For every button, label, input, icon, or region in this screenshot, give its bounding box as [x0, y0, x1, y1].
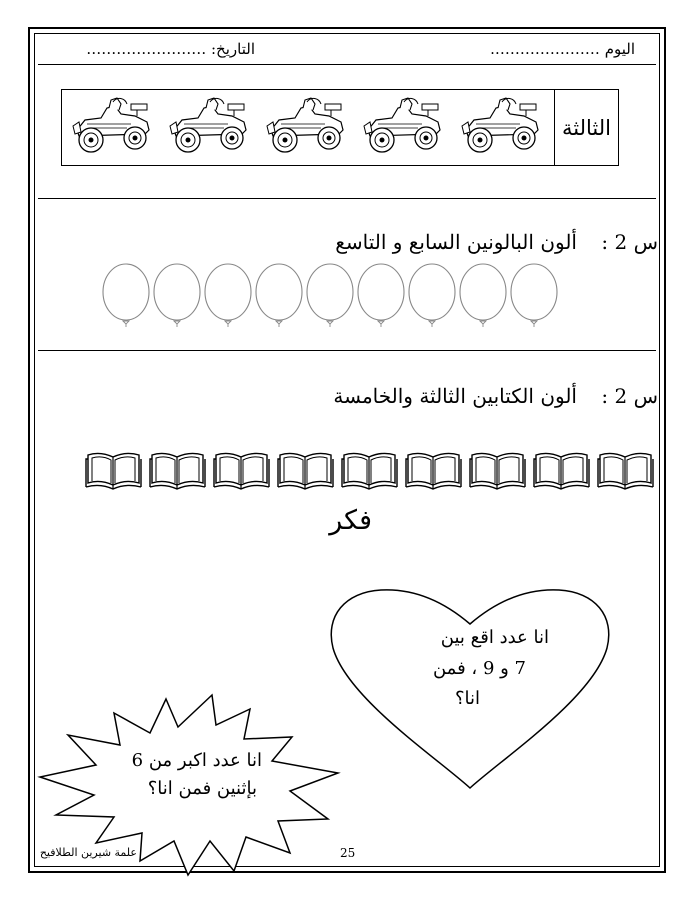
teacher-name: علمة شيرين الطلافيح: [39, 846, 137, 859]
balloon-icon[interactable]: [408, 264, 456, 330]
book-icon[interactable]: [213, 449, 270, 489]
section-divider-2: [38, 350, 656, 351]
balloon-icon[interactable]: [102, 264, 150, 330]
heart-riddle-line3: انا؟: [454, 688, 480, 709]
book-icon[interactable]: [533, 449, 590, 489]
section-divider-1: [38, 198, 656, 199]
balloon-icon[interactable]: [204, 264, 252, 330]
book-icon[interactable]: [405, 449, 462, 489]
balloon-icon[interactable]: [357, 264, 405, 330]
balloon-question-text: ألون البالونين السابع و التاسع: [335, 230, 577, 254]
day-field: اليوم ………………….: [490, 40, 635, 58]
star-riddle-line1: انا عدد اكبر من 6: [131, 750, 262, 771]
cars-ordinal-label: الثالثة: [554, 90, 618, 165]
page-number: 25: [340, 846, 356, 860]
think-label: فكر: [329, 505, 372, 536]
book-icon[interactable]: [469, 449, 526, 489]
book-icon[interactable]: [277, 449, 334, 489]
race-car-icon: [168, 96, 250, 158]
race-car-icon: [71, 96, 153, 158]
star-riddle-line2: بإثنين فمن انا؟: [147, 778, 257, 799]
balloon-icon[interactable]: [510, 264, 558, 330]
balloon-icon[interactable]: [306, 264, 354, 330]
balloon-icon[interactable]: [153, 264, 201, 330]
book-question-number: س 2 :: [601, 384, 658, 408]
balloon-question-number: س 2 :: [601, 230, 658, 254]
race-car-icon: [362, 96, 444, 158]
header-divider: [38, 64, 656, 65]
book-icon[interactable]: [341, 449, 398, 489]
heart-riddle-line1: انا عدد اقع بين: [440, 627, 549, 648]
balloon-icon[interactable]: [459, 264, 507, 330]
book-icon[interactable]: [85, 449, 142, 489]
balloon-icon[interactable]: [255, 264, 303, 330]
race-car-icon: [265, 96, 347, 158]
race-car-icon: [460, 96, 542, 158]
book-icon[interactable]: [597, 449, 654, 489]
book-question-text: ألون الكتابين الثالثة والخامسة: [333, 384, 577, 408]
date-field: التاريخ: ……………………: [86, 40, 255, 58]
book-icon[interactable]: [149, 449, 206, 489]
heart-riddle-line2: 7 و 9 ، فمن: [432, 658, 526, 679]
